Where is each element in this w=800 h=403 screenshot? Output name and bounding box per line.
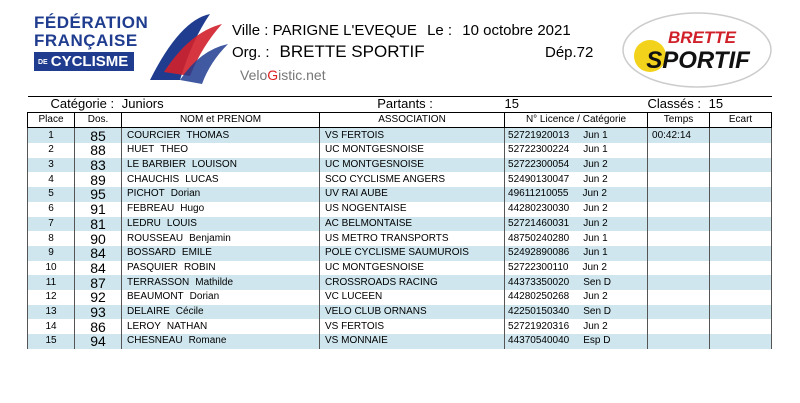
bib-cell: 83 — [75, 158, 122, 173]
licence-category: Jun 1 — [583, 129, 608, 141]
first-name: Romane — [188, 335, 227, 347]
table-header — [28, 112, 772, 128]
name-cell — [122, 217, 320, 232]
bib-cell: 85 — [75, 128, 122, 143]
col-temps: Temps — [648, 112, 710, 128]
last-name: CHESNEAU — [127, 335, 183, 347]
place-cell: 3 — [28, 158, 75, 173]
assoc-cell: POLE CYCLISME SAUMUROIS — [320, 246, 505, 261]
licence-cell — [505, 305, 648, 320]
brette-logo-bottom: SPORTIF — [646, 47, 750, 74]
gap-cell — [710, 158, 772, 173]
gap-cell — [710, 143, 772, 158]
last-name: TERRASSON — [127, 276, 190, 288]
department: Dép.72 — [545, 44, 594, 61]
licence-number: 52492890086 — [508, 247, 570, 259]
ffc-swoosh-icon — [140, 10, 230, 88]
gap-cell — [710, 128, 772, 143]
col-place: Place — [28, 112, 75, 128]
last-name: FEBREAU — [127, 203, 175, 215]
first-name: LUCAS — [185, 173, 219, 185]
summary-row — [28, 97, 772, 113]
last-name: PICHOT — [127, 188, 165, 200]
col-name: NOM et PRENOM — [122, 112, 320, 128]
gap-cell — [710, 246, 772, 261]
place-cell: 4 — [28, 172, 75, 187]
assoc-cell: CROSSROADS RACING — [320, 275, 505, 290]
assoc-cell: US METRO TRANSPORTS — [320, 231, 505, 246]
organizer-line — [232, 42, 425, 62]
licence-cell — [505, 334, 648, 349]
first-name: Mathilde — [195, 276, 234, 288]
site-credit — [240, 67, 326, 83]
partants-cell — [505, 97, 648, 113]
first-name: LOUIS — [166, 217, 197, 229]
bib-cell: 89 — [75, 172, 122, 187]
place-cell: 5 — [28, 187, 75, 202]
last-name: BEAUMONT — [127, 291, 184, 303]
ville-label: Ville : — [232, 22, 269, 39]
name-cell — [122, 187, 320, 202]
gap-cell — [710, 217, 772, 232]
time-cell — [648, 231, 710, 246]
last-name: LEDRU — [127, 217, 161, 229]
table-row — [28, 246, 772, 261]
licence-category: Jun 1 — [583, 232, 608, 244]
assoc-cell: US NOGENTAISE — [320, 202, 505, 217]
last-name: PASQUIER — [127, 261, 178, 273]
bib-cell: 91 — [75, 202, 122, 217]
table-row — [28, 172, 772, 187]
bib-cell: 86 — [75, 319, 122, 334]
col-ecart: Ecart — [710, 112, 772, 128]
place-cell: 2 — [28, 143, 75, 158]
gap-cell — [710, 261, 772, 276]
ffc-logo-line1: FÉDÉRATION — [34, 13, 149, 32]
licence-category: Sen D — [583, 305, 612, 317]
licence-cell — [505, 246, 648, 261]
last-name: HUET — [127, 144, 155, 156]
table-row — [28, 202, 772, 217]
first-name: Benjamin — [189, 232, 231, 244]
time-cell — [648, 202, 710, 217]
licence-category: Jun 2 — [583, 203, 608, 215]
col-dos: Dos. — [75, 112, 122, 128]
licence-number: 42250150340 — [508, 305, 570, 317]
licence-category: Esp D — [583, 335, 611, 347]
bib-cell: 95 — [75, 187, 122, 202]
licence-cell — [505, 143, 648, 158]
assoc-cell: UC MONTGESNOISE — [320, 158, 505, 173]
name-cell — [122, 158, 320, 173]
licence-category: Jun 2 — [583, 320, 608, 332]
col-licence: N° Licence / Catégorie — [505, 112, 648, 128]
place-cell: 14 — [28, 319, 75, 334]
assoc-cell: VS FERTOIS — [320, 319, 505, 334]
race-location-line — [232, 22, 571, 39]
licence-category: Jun 2 — [583, 159, 608, 171]
table-row — [28, 187, 772, 202]
table-row — [28, 305, 772, 320]
ffc-logo-line3 — [34, 52, 134, 71]
licence-category: Sen D — [583, 276, 612, 288]
table-row — [28, 143, 772, 158]
race-date: 10 octobre 2021 — [462, 22, 571, 39]
org-value: BRETTE SPORTIF — [279, 42, 425, 61]
time-cell — [648, 275, 710, 290]
table-row — [28, 275, 772, 290]
licence-number: 52722300110 — [508, 261, 569, 273]
bib-cell: 84 — [75, 261, 122, 276]
bib-cell: 84 — [75, 246, 122, 261]
time-cell — [648, 261, 710, 276]
first-name: EMILE — [181, 247, 212, 259]
gap-cell — [710, 202, 772, 217]
licence-cell — [505, 261, 648, 276]
assoc-cell: UC MONTGESNOISE — [320, 261, 505, 276]
last-name: CHAUCHIS — [127, 173, 180, 185]
table-row — [28, 261, 772, 276]
ffc-logo — [30, 10, 220, 82]
licence-cell — [505, 319, 648, 334]
first-name: ROBIN — [183, 261, 216, 273]
results-table — [27, 96, 772, 349]
licence-category: Jun 2 — [583, 291, 608, 303]
licence-number: 44370540040 — [508, 335, 570, 347]
bib-cell: 88 — [75, 143, 122, 158]
name-cell — [122, 143, 320, 158]
licence-cell — [505, 275, 648, 290]
licence-number: 52721460031 — [508, 217, 570, 229]
org-label: Org. : — [232, 44, 270, 61]
table-row — [28, 290, 772, 305]
last-name: LEROY — [127, 320, 161, 332]
licence-category: Jun 2 — [582, 188, 607, 200]
bib-cell: 87 — [75, 275, 122, 290]
name-cell — [122, 261, 320, 276]
time-cell — [648, 172, 710, 187]
first-name: Hugo — [180, 203, 205, 215]
place-cell: 11 — [28, 275, 75, 290]
place-cell: 10 — [28, 261, 75, 276]
table-row — [28, 158, 772, 173]
name-cell — [122, 275, 320, 290]
licence-cell — [505, 290, 648, 305]
place-cell: 7 — [28, 217, 75, 232]
time-cell — [648, 187, 710, 202]
licence-number: 48750240280 — [508, 232, 570, 244]
table-row — [28, 128, 772, 143]
results-body — [28, 128, 772, 349]
gap-cell — [710, 305, 772, 320]
licence-category: Jun 1 — [583, 247, 608, 259]
ffc-logo-cyclisme: CYCLISME — [50, 53, 129, 70]
bib-cell: 90 — [75, 231, 122, 246]
ville-value: PARIGNE L'EVEQUE — [272, 22, 417, 39]
first-name: Cécile — [175, 305, 204, 317]
bib-cell: 94 — [75, 334, 122, 349]
licence-cell — [505, 202, 648, 217]
gap-cell — [710, 334, 772, 349]
last-name: ROUSSEAU — [127, 232, 184, 244]
name-cell — [122, 231, 320, 246]
time-cell — [648, 143, 710, 158]
name-cell — [122, 128, 320, 143]
partants-label: Partants : — [377, 96, 433, 112]
place-cell: 1 — [28, 128, 75, 143]
col-assoc: ASSOCIATION — [320, 112, 505, 128]
place-cell: 8 — [28, 231, 75, 246]
licence-category: Jun 1 — [583, 144, 608, 156]
ffc-logo-line2: FRANÇAISE — [34, 31, 138, 50]
categorie-cell — [28, 97, 505, 113]
name-cell — [122, 246, 320, 261]
licence-cell — [505, 187, 648, 202]
gap-cell — [710, 319, 772, 334]
licence-number: 52722300224 — [508, 144, 570, 156]
time-cell: 00:42:14 — [648, 128, 710, 143]
bib-cell: 81 — [75, 217, 122, 232]
first-name: LOUISON — [191, 159, 237, 171]
licence-number: 49611210055 — [508, 188, 569, 200]
licence-category: Jun 2 — [582, 261, 607, 273]
site-credit-post: istic.net — [278, 67, 326, 83]
gap-cell — [710, 172, 772, 187]
licence-cell — [505, 128, 648, 143]
licence-cell — [505, 172, 648, 187]
time-cell — [648, 319, 710, 334]
licence-number: 44373350020 — [508, 276, 570, 288]
brette-logo-top: BRETTE — [668, 28, 736, 47]
place-cell: 9 — [28, 246, 75, 261]
name-cell — [122, 202, 320, 217]
licence-cell — [505, 217, 648, 232]
time-cell — [648, 305, 710, 320]
licence-number: 52490130047 — [508, 173, 570, 185]
bib-cell: 93 — [75, 305, 122, 320]
assoc-cell: SCO CYCLISME ANGERS — [320, 172, 505, 187]
licence-category: Jun 2 — [583, 217, 608, 229]
time-cell — [648, 158, 710, 173]
assoc-cell: UC MONTGESNOISE — [320, 143, 505, 158]
table-row — [28, 319, 772, 334]
name-cell — [122, 334, 320, 349]
table-row — [28, 217, 772, 232]
licence-number: 52721920316 — [508, 320, 570, 332]
name-cell — [122, 319, 320, 334]
time-cell — [648, 290, 710, 305]
first-name: THEO — [160, 144, 189, 156]
licence-number: 44280230030 — [508, 203, 570, 215]
gap-cell — [710, 275, 772, 290]
assoc-cell: UV RAI AUBE — [320, 187, 505, 202]
bib-cell: 92 — [75, 290, 122, 305]
name-cell — [122, 305, 320, 320]
ffc-logo-de: DE — [38, 58, 48, 66]
site-credit-g: G — [267, 67, 279, 83]
gap-cell — [710, 187, 772, 202]
assoc-cell: AC BELMONTAISE — [320, 217, 505, 232]
place-cell: 6 — [28, 202, 75, 217]
licence-number: 44280250268 — [508, 291, 570, 303]
first-name: Dorian — [189, 291, 220, 303]
first-name: Dorian — [170, 188, 201, 200]
last-name: DELAIRE — [127, 305, 170, 317]
date-label: Le : — [427, 22, 453, 39]
categorie-value: Juniors — [121, 96, 164, 112]
site-credit-pre: Velo — [240, 67, 268, 83]
licence-category: Jun 2 — [583, 173, 608, 185]
gap-cell — [710, 290, 772, 305]
licence-number: 52721920013 — [508, 129, 570, 141]
assoc-cell: VELO CLUB ORNANS — [320, 305, 505, 320]
brette-sportif-logo — [620, 10, 775, 90]
last-name: COURCIER — [127, 129, 181, 141]
place-cell: 13 — [28, 305, 75, 320]
assoc-cell: VS MONNAIE — [320, 334, 505, 349]
name-cell — [122, 290, 320, 305]
licence-cell — [505, 158, 648, 173]
table-row — [28, 334, 772, 349]
partants-value: 15 — [504, 96, 519, 112]
place-cell: 12 — [28, 290, 75, 305]
name-cell — [122, 172, 320, 187]
classes-cell — [648, 97, 772, 113]
last-name: BOSSARD — [127, 247, 176, 259]
table-row — [28, 231, 772, 246]
last-name: LE BARBIER — [127, 159, 186, 171]
categorie-label: Catégorie : — [50, 96, 115, 112]
licence-cell — [505, 231, 648, 246]
gap-cell — [710, 231, 772, 246]
time-cell — [648, 217, 710, 232]
classes-value: 15 — [708, 96, 724, 112]
time-cell — [648, 246, 710, 261]
licence-number: 52722300054 — [508, 159, 570, 171]
classes-label: Classés : — [647, 96, 701, 112]
place-cell: 15 — [28, 334, 75, 349]
assoc-cell: VS FERTOIS — [320, 128, 505, 143]
first-name: THOMAS — [186, 129, 230, 141]
time-cell — [648, 334, 710, 349]
assoc-cell: VC LUCEEN — [320, 290, 505, 305]
first-name: NATHAN — [166, 320, 208, 332]
